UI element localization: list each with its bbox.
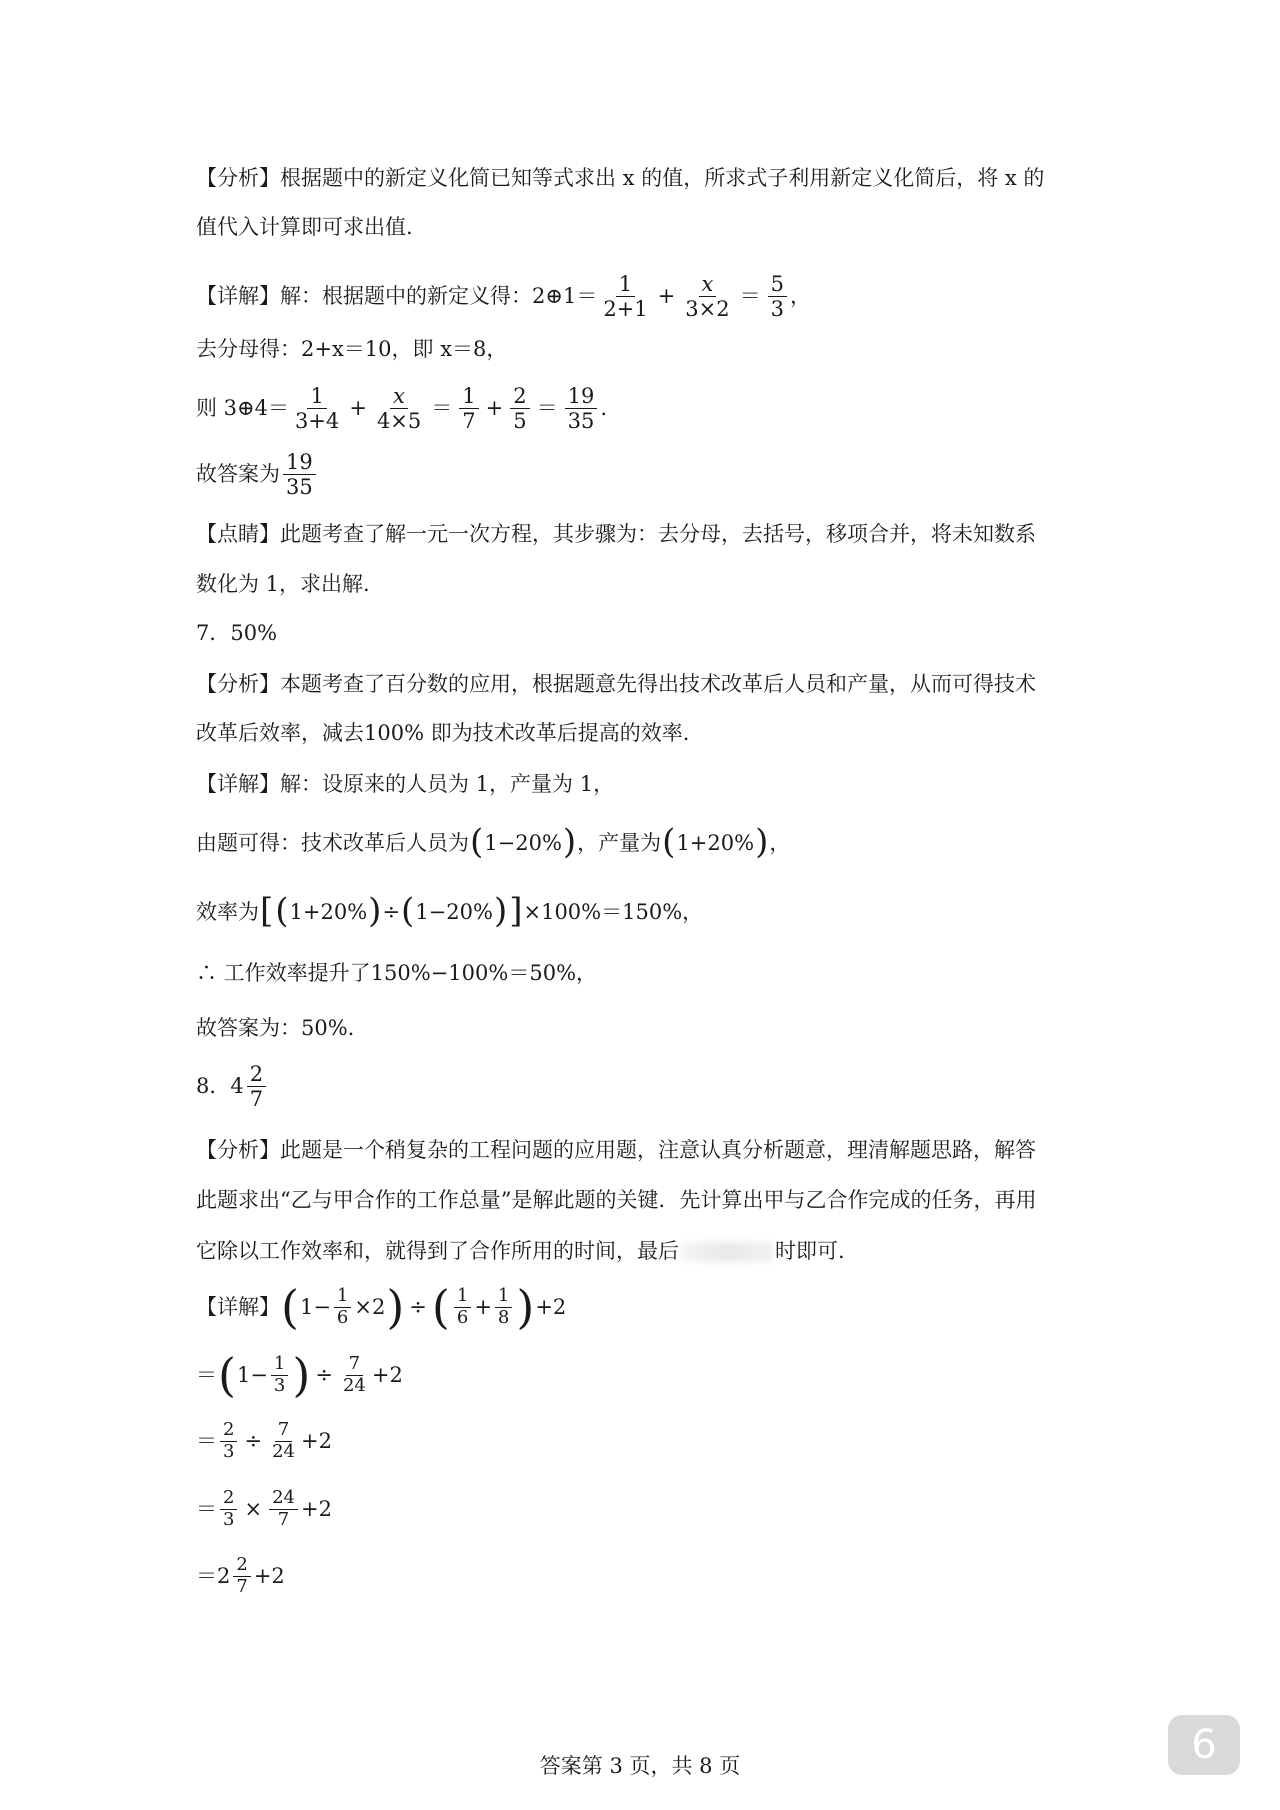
fraction: $\frac{1}{7}$ bbox=[459, 384, 478, 433]
page-footer: 答案第 3 页，共 8 页 bbox=[539, 1754, 741, 1778]
fraction: $\frac{19}{35}$ bbox=[283, 450, 316, 499]
analysis-line-1: 【分析】 本题考查了百分数的应用，根据题意先得出技术改革后人员和产量，从而可得技术 bbox=[196, 672, 1036, 696]
calc-step-4: ＝ $\frac{2}{3}$ × $\frac{24}{7}$ +2 bbox=[196, 1487, 332, 1530]
analysis-label: 【分析】 bbox=[196, 166, 280, 190]
question-7-heading: 7．50% bbox=[196, 621, 278, 645]
detail-line-b: 效率为 [ ( 1+20% ) ÷ ( 1−20% ) ] ×100%＝150%， bbox=[196, 891, 704, 931]
fraction: $\frac{2}{5}$ bbox=[510, 384, 529, 433]
fraction: $\frac{5}{3}$ bbox=[768, 272, 787, 321]
answer-line: 故答案为：50%. bbox=[196, 1016, 355, 1040]
detail-label: 【详解】 bbox=[196, 772, 280, 796]
fraction: $\frac{24}{7}$ bbox=[269, 1488, 298, 1531]
fraction: $\frac{19}{35}$ bbox=[565, 384, 598, 433]
fraction: $\frac{7}{24}$ bbox=[342, 1352, 366, 1396]
fraction: $\frac{7}{24}$ bbox=[272, 1419, 295, 1462]
analysis-line-2: 此题求出“乙与甲合作的工作总量”是解此题的关键．先计算出甲与乙合作完成的任务，再用 bbox=[196, 1188, 1037, 1212]
eq-lhs: 2⊕1＝ bbox=[532, 284, 598, 309]
blurred-region bbox=[681, 1242, 773, 1262]
analysis-text: 根据题中的新定义化简已知等式求出 x 的值，所求式子利用新定义化简后，将 x 的 bbox=[280, 166, 1045, 190]
detail-prefix: 解：根据题中的新定义得： bbox=[280, 284, 532, 309]
detail-equation-2: 则 3⊕4＝ $\frac{1}{3+4}$ + $\frac{x}{4\times 5}$ ＝ $\frac{1}{7}$ + $\frac{2}{5}$ ＝ $\frac{19}{35}$ . bbox=[196, 384, 608, 434]
detail-label: 【详解】 bbox=[196, 284, 280, 309]
analysis-text: 值代入计算即可求出值. bbox=[196, 215, 413, 239]
fraction: $\frac{2}{3}$ bbox=[220, 1420, 237, 1463]
analysis-label: 【分析】 bbox=[196, 672, 280, 696]
fraction: $\frac{2}{7}$ bbox=[233, 1555, 250, 1598]
calc-step-1: 【详解】 ( 1− $\frac{1}{6}$ ×2 ) ÷ ( $\frac{1}{6}$ + $\frac{1}{8}$ ) +2 bbox=[196, 1280, 567, 1334]
detail-line-a: 由题可得：技术改革后人员为 ( 1−20% ) ，产量为 ( 1+20% ) ， bbox=[196, 822, 791, 862]
fraction: $\frac{x}{4\times 5}$ bbox=[376, 384, 422, 434]
fraction: $\frac{1}{8}$ bbox=[495, 1286, 512, 1329]
comment-line-1: 【点睛】 此题考查了解一元一次方程，其步骤为：去分母，去括号，移项合并，将未知数系 bbox=[196, 522, 1036, 546]
answer-line: 故答案为 $\frac{19}{35}$ bbox=[196, 450, 319, 499]
comment-line-2: 数化为 1，求出解. bbox=[196, 572, 370, 596]
denominator-line: 去分母得：2+x＝10，即 x＝8， bbox=[196, 337, 508, 361]
comment-label: 【点睛】 bbox=[196, 522, 280, 546]
question-8-heading: 8． 4 $\frac{2}{7}$ bbox=[196, 1062, 269, 1111]
calc-step-2: ＝ ( 1− $\frac{1}{3}$ ) ÷ $\frac{7}{24}$ +2 bbox=[196, 1348, 403, 1402]
analysis-line-3: 它除以工作效率和，就得到了合作所用的时间，最后 时即可. bbox=[196, 1239, 845, 1263]
calc-step-5: ＝ 2 $\frac{2}{7}$ +2 bbox=[196, 1554, 285, 1597]
fraction: $\frac{2}{3}$ bbox=[220, 1488, 237, 1531]
detail-equation-1: 【详解】 解：根据题中的新定义得： 2⊕1＝ $\frac{1}{2+1}$ + $\frac{x}{3\times 2}$ ＝ $\frac{5}{3}$ ， bbox=[196, 272, 811, 322]
detail-line: 【详解】 解：设原来的人员为 1，产量为 1， bbox=[196, 772, 615, 796]
fraction: $\frac{1}{2+1}$ bbox=[603, 272, 648, 322]
analysis-line-2: 改革后效率，减去100% 即为技术改革后提高的效率. bbox=[196, 721, 690, 745]
fraction: $\frac{x}{3\times 2}$ bbox=[685, 272, 730, 322]
fraction: $\frac{1}{3+4}$ bbox=[295, 384, 340, 434]
analysis-line-1 bbox=[196, 168, 1044, 189]
detail-label: 【详解】 bbox=[196, 1294, 280, 1319]
fraction: $\frac{2}{7}$ bbox=[247, 1062, 266, 1111]
fraction: $\frac{1}{3}$ bbox=[271, 1354, 288, 1397]
page-number-badge: 6 bbox=[1168, 1715, 1240, 1775]
analysis-label: 【分析】 bbox=[196, 1138, 280, 1162]
fraction: $\frac{1}{6}$ bbox=[454, 1286, 471, 1329]
analysis-line-1: 【分析】 此题是一个稍复杂的工程问题的应用题，注意认真分析题意，理清解题思路，解答 bbox=[196, 1138, 1036, 1162]
analysis-line-2 bbox=[196, 217, 413, 238]
calc-step-3: ＝ $\frac{2}{3}$ ÷ $\frac{7}{24}$ +2 bbox=[196, 1419, 332, 1462]
fraction: $\frac{1}{6}$ bbox=[334, 1286, 351, 1329]
detail-line-c: ∴ 工作效率提升了150%−100%＝50%， bbox=[196, 961, 598, 985]
